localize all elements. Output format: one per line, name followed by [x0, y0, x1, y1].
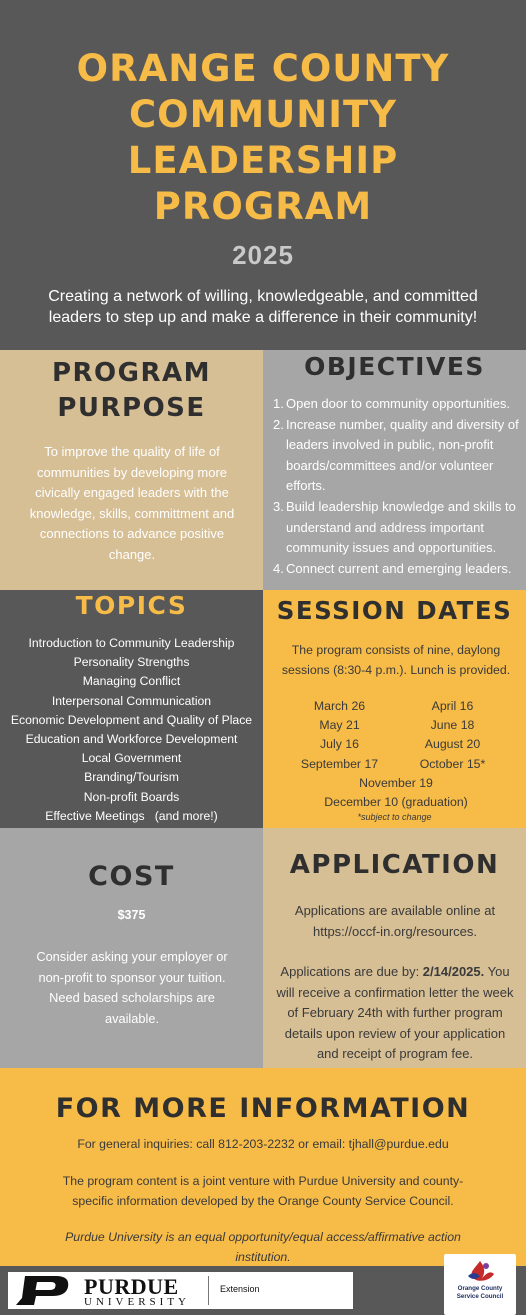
session-date: April 16: [431, 699, 474, 713]
purpose-heading-line-1: PROGRAM: [51, 358, 212, 388]
service-council-icon: [464, 1258, 496, 1284]
objective-item: [273, 497, 523, 559]
logo-divider: [208, 1276, 209, 1305]
topic-item: Interpersonal Communication: [51, 693, 212, 708]
session-date: December 10 (graduation): [324, 795, 468, 810]
objective-item: [273, 415, 523, 497]
session-date: March 26: [313, 699, 366, 713]
session-date: July 16: [320, 737, 359, 752]
cost-price: $375: [117, 908, 146, 922]
objectives-heading: OBJECTIVES: [304, 352, 485, 381]
application-availability: Applications are available online at https://occf-in.org/resources.: [294, 903, 496, 939]
date-row: [283, 716, 509, 735]
topic-item: Economic Development and Quality of Place: [10, 712, 253, 727]
session-date: November 19: [359, 775, 433, 790]
cost-panel: [0, 828, 263, 1068]
topic-item: Managing Conflict: [82, 674, 181, 689]
date-row: [283, 735, 509, 754]
date-row: [283, 755, 509, 774]
session-date: September 17: [300, 756, 379, 771]
objective-text: Open door to community opportunities.: [286, 396, 511, 411]
session-date: August 20: [424, 737, 481, 752]
date-row: [283, 697, 509, 716]
cost-heading: COST: [88, 861, 175, 892]
session-dates-panel: [263, 590, 526, 828]
objective-item: [273, 394, 523, 415]
due-prefix: Applications are due by:: [280, 964, 423, 979]
objective-number: 1.: [273, 396, 284, 411]
ocsc-name-line-1: Orange County: [457, 1285, 503, 1292]
purpose-heading-line-2: PURPOSE: [57, 393, 206, 423]
objective-number: 3.: [273, 498, 284, 514]
topic-item: Local Government: [81, 751, 182, 766]
due-date: 2/14/2025.: [422, 964, 485, 979]
objective-number: 2.: [273, 416, 284, 432]
objective-text: Increase number, quality and diversity of leaders involved in public, non-profit boards/committees and/or volunteer efforts.: [286, 416, 519, 494]
more-info-heading: FOR MORE INFORMATION: [55, 1093, 471, 1124]
objective-item: [273, 559, 523, 580]
topics-heading: TOPICS: [75, 591, 188, 620]
objectives-list: [273, 394, 523, 579]
topic-item: Education and Workforce Development: [25, 732, 238, 747]
confirmation-text: You will receive a confirmation letter the week of February 24th with further program details upon review of your application and receipt of program fee.: [276, 964, 514, 1061]
session-dates-grid: [283, 697, 509, 812]
joint-venture-text: The program content is a joint venture with Purdue University and county-specific information developed by the Orange County Service Council.: [62, 1174, 464, 1209]
equal-opportunity-text: Purdue University is an equal opportunity/equal access/affirmative action institution.: [65, 1230, 461, 1264]
program-title: [0, 46, 526, 230]
title-line-2: COMMUNITY: [128, 93, 398, 136]
session-date: October 15*: [419, 756, 486, 771]
title-line-3: LEADERSHIP: [127, 139, 399, 182]
header-section: [0, 0, 526, 350]
ocsc-logo: [444, 1254, 516, 1315]
session-dates-heading: SESSION DATES: [276, 596, 513, 625]
objectives-panel: [263, 350, 526, 590]
purdue-name: PURDUE: [84, 1274, 179, 1299]
program-purpose-text: To improve the quality of life of communities by developing more civically engaged leaders with the knowledge, skills, committment and connections to advance positive change.: [29, 444, 235, 562]
cost-text: Consider asking your employer or non-profit to sponsor your tuition. Need based scholarships are available.: [36, 949, 228, 1026]
subject-to-change-note: *subject to change: [357, 812, 432, 822]
application-deadline: [275, 962, 515, 1065]
purdue-university: UNIVERSITY: [84, 1296, 190, 1308]
program-purpose-heading: [0, 356, 263, 426]
more-info-panel: [0, 1068, 526, 1266]
application-heading: APPLICATION: [289, 850, 500, 880]
topic-item: Non-profit Boards: [83, 789, 180, 804]
purdue-extension-logo: [8, 1272, 353, 1309]
session-date: May 21: [319, 718, 360, 733]
title-line-1: ORANGE COUNTY: [76, 47, 450, 90]
general-inquiries: For general inquiries: call 812-203-2232 or email: tjhall@purdue.edu: [77, 1137, 449, 1151]
session-dates-intro: The program consists of nine, daylong sessions (8:30-4 p.m.). Lunch is provided.: [281, 643, 511, 677]
topic-item: Personality Strengths: [73, 655, 190, 670]
topic-item: Effective Meetings (and more!): [45, 808, 218, 823]
application-panel: [263, 828, 526, 1068]
purdue-p-icon: [12, 1274, 74, 1307]
ocsc-name-line-2: Service Council: [456, 1292, 504, 1300]
extension-label: Extension: [220, 1284, 260, 1294]
objective-text: Connect current and emerging leaders.: [286, 560, 512, 576]
title-line-4: PROGRAM: [153, 185, 373, 228]
objective-text: Build leadership knowledge and skills to understand and address important community issues and opportunities.: [286, 498, 516, 556]
topics-list: [0, 634, 263, 826]
topic-item: Branding/Tourism: [84, 770, 179, 785]
tagline: Creating a network of willing, knowledgeable, and committed leaders to step up and make a difference in their community!: [48, 288, 478, 326]
topic-item: Introduction to Community Leadership: [28, 636, 235, 650]
session-date: June 18: [430, 718, 475, 733]
program-purpose-panel: [0, 350, 263, 590]
topics-panel: [0, 590, 263, 828]
objective-number: 4.: [273, 560, 284, 576]
ocsc-name: [446, 1285, 514, 1300]
program-year: 2025: [232, 240, 294, 270]
